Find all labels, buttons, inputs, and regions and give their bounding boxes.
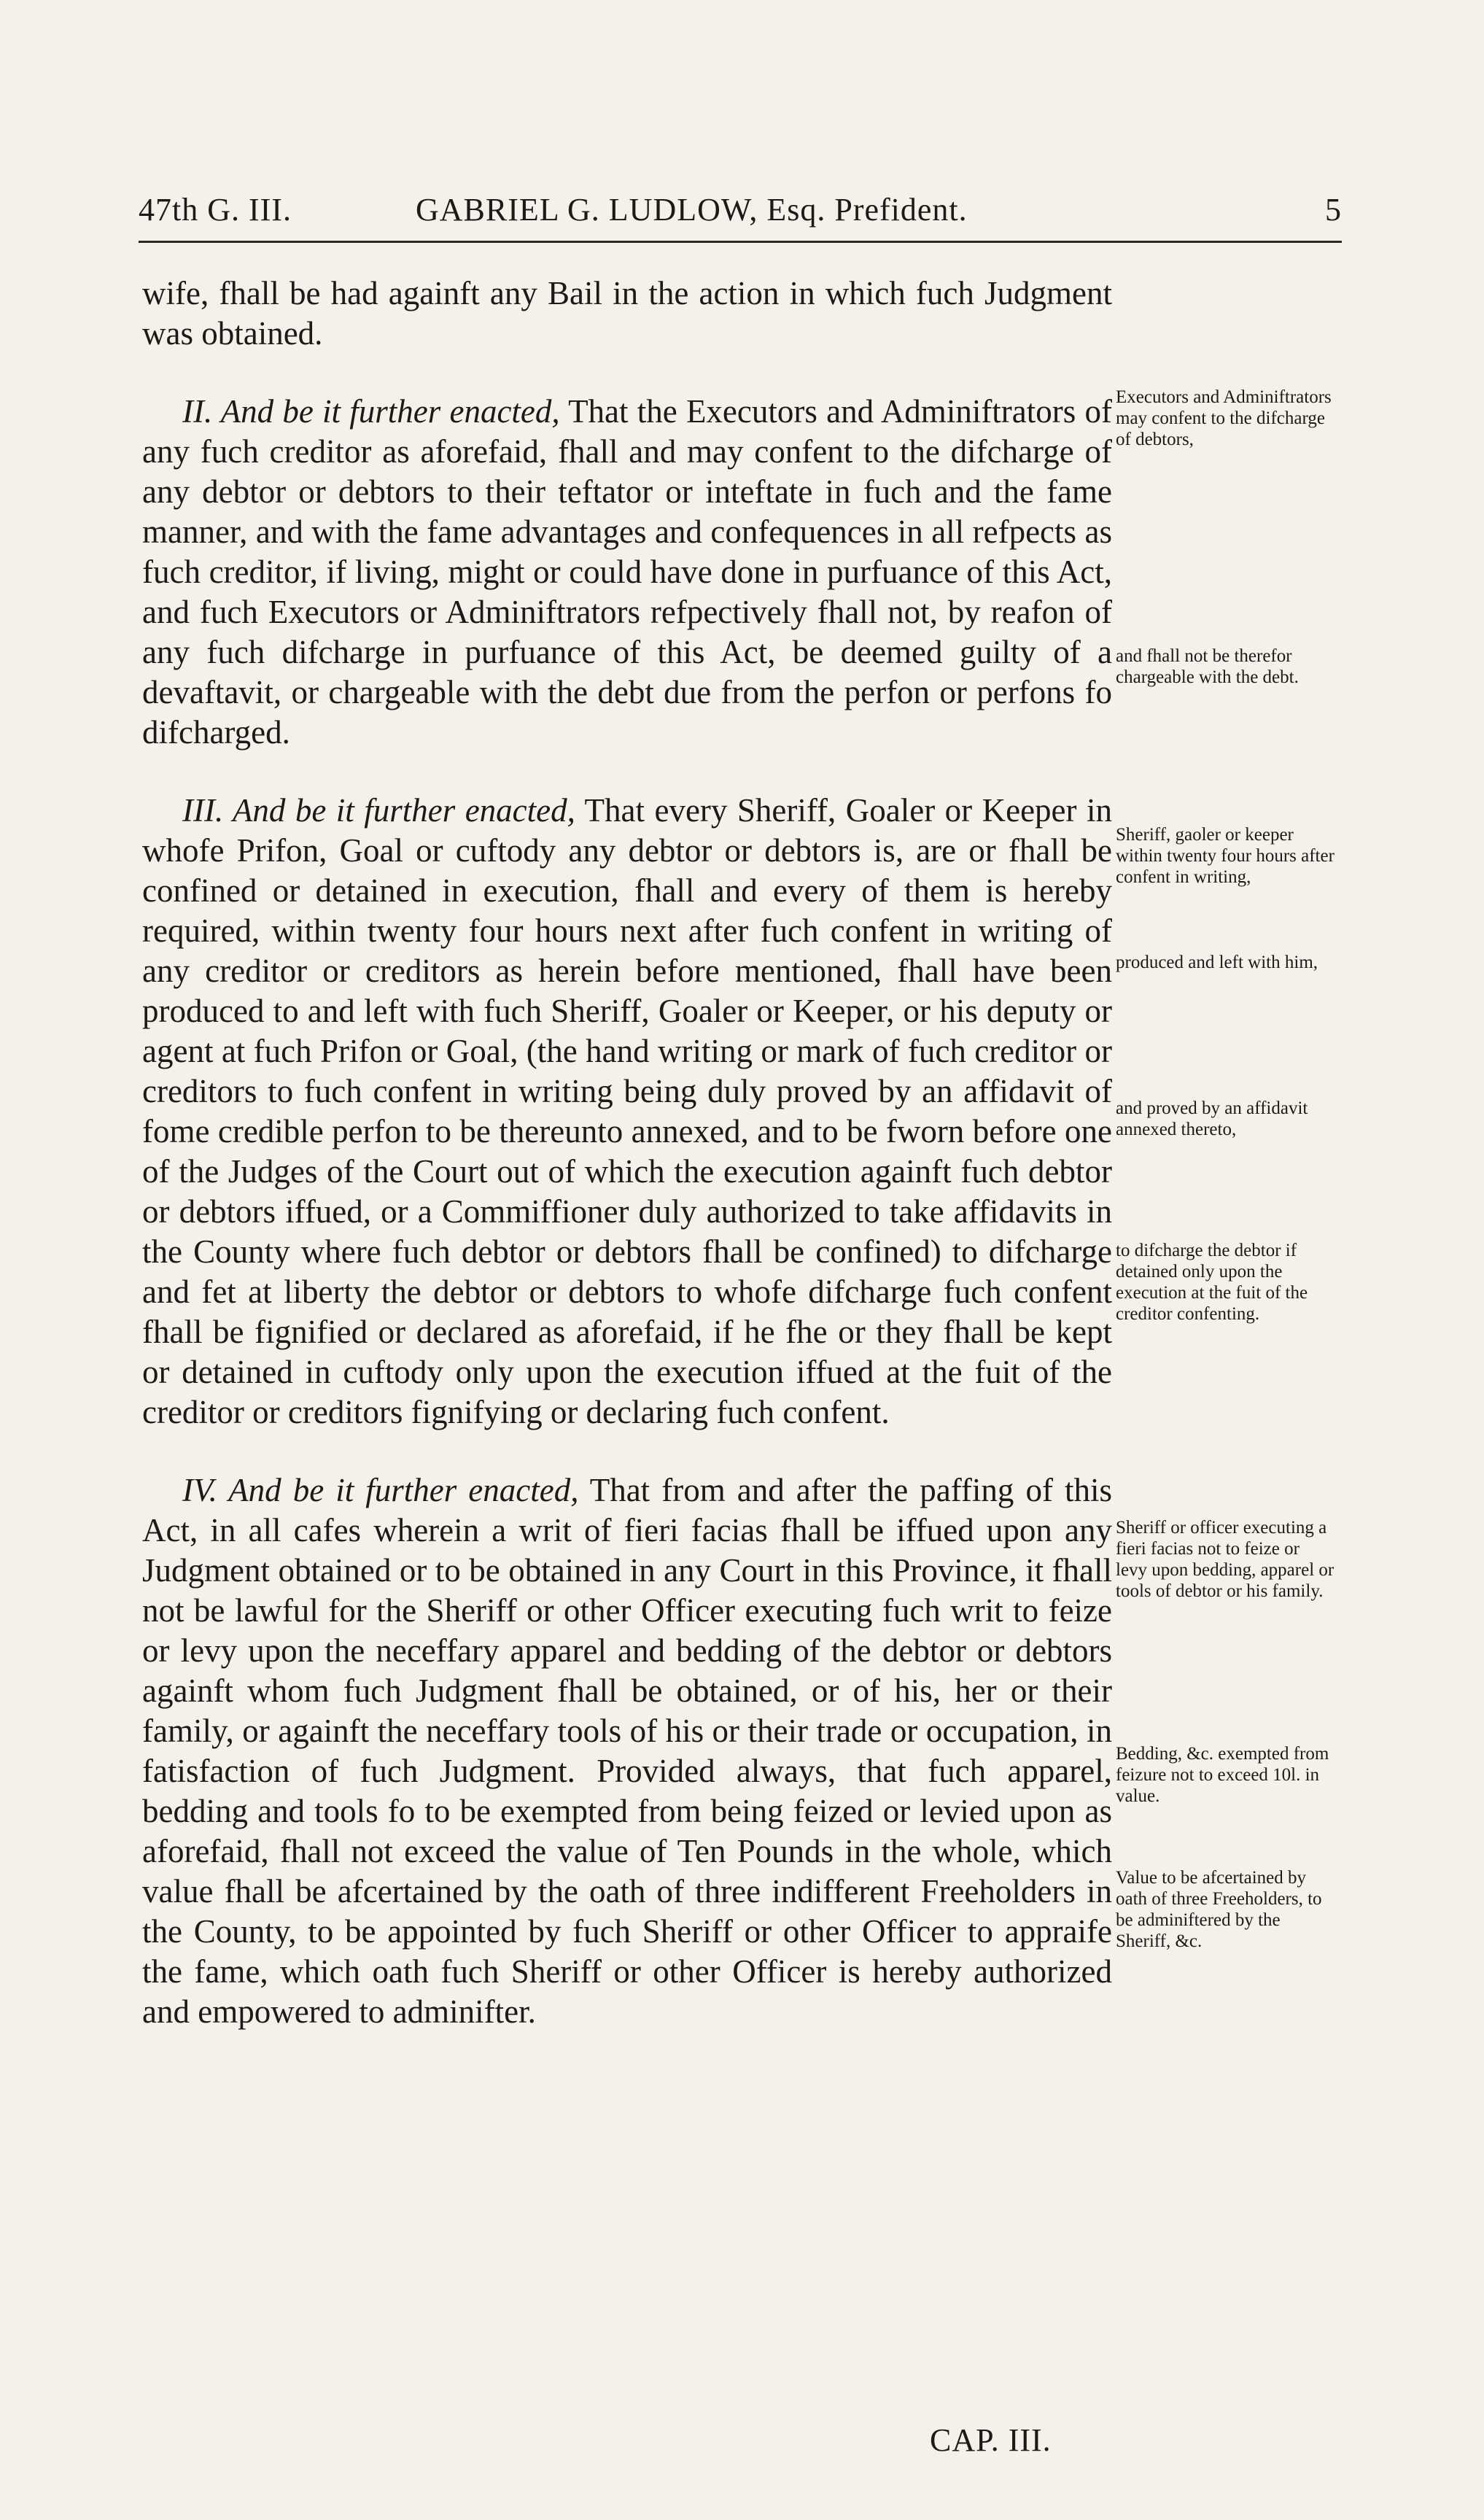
margin-note: and proved by an affidavit annexed thereto, <box>1116 1098 1308 1139</box>
section-iv <box>142 1470 1112 2032</box>
margin-note: Executors and Adminiftrators may confent to the difcharge of debtors, <box>1116 387 1332 449</box>
body-text <box>142 274 1112 2070</box>
margin-note: Sheriff or officer executing a fieri facias not to feize or levy upon bedding, apparel or tools of debtor or his family. <box>1116 1518 1335 1601</box>
paragraph-continuation <box>142 274 1112 354</box>
margin-note: to difcharge the debtor if detained only upon the execution at the fuit of the creditor confenting. <box>1116 1241 1308 1324</box>
margin-note: Bedding, &c. exempted from feizure not to exceed 10l. in value. <box>1116 1744 1329 1806</box>
header-title: GABRIEL G. LUDLOW, Esq. Prefident. <box>416 192 968 228</box>
margin-note: Sheriff, gaoler or keeper within twenty four hours after confent in writing, <box>1116 825 1335 887</box>
section-text: That every Sheriff, Goaler or Keeper in whofe Prifon, Goal or cuftody any debtor or debtors is, are or fhall be confined or detained in execution, fhall and every of them is hereby required, within twenty four hours next after fuch confent in writing of any creditor or creditors as herein before mentioned, fhall have been produced to and left with fuch Sheriff, Goaler or Keeper, or his deputy or agent at fuch Prifon or Goal, (the hand writing or mark of fuch creditor or creditors to fuch confent in writing being duly proved by an affidavit of fome credible perfon to be thereunto annexed, and to be fworn before one of the Judges of the Court out of which the execution againft fuch debtor or debtors iffued, or a Commiffioner duly authorized to take affidavits in the County where fuch debtor or debtors fhall be confined) to difcharge and fet at liberty the debtor or debtors to whofe difcharge fuch confent fhall be fignified or declared as aforefaid, if he fhe or they fhall be kept or detained in cuftody only upon the execution iffued at the fuit of the creditor or creditors fignifying or declaring fuch confent. <box>142 792 1112 1430</box>
header-rule <box>139 241 1342 243</box>
section-text: That from and after the paffing of this Act, in all cafes wherein a writ of fieri facias fhall be iffued upon any Judgment obtained or to be obtained in any Court in this Province, it fhall not be lawful for the Sheriff or other Officer executing fuch writ to feize or levy upon the neceffary apparel and bedding of the debtor or debtors againft whom fuch Judgment fhall be obtained, or of his, her or their family, or againft the neceffary tools of his or their trade or occupation, in fatisfaction of fuch Judgment. Provided always, that fuch apparel, bedding and tools fo to be exempted from being feized or levied upon as aforefaid, fhall not exceed the value of Ten Pounds in the whole, which value fhall be afcertained by the oath of three indifferent Freeholders in the County, to be appointed by fuch Sheriff or other Officer to appraife the fame, which oath fuch Sheriff or other Officer is hereby authorized and empowered to adminifter. <box>142 1472 1112 2030</box>
catchword: CAP. III. <box>930 2422 1052 2458</box>
section-iii <box>142 791 1112 1432</box>
margin-note: produced and left with him, <box>1116 953 1318 972</box>
section-lead: IV. And be it further enacted, <box>182 1472 579 1508</box>
margin-note: Value to be afcertained by oath of three Freeholders, to be adminiftered by the Sheriff, &c. <box>1116 1868 1322 1951</box>
header-regnal-year: 47th G. III. <box>139 192 292 228</box>
section-lead: III. And be it further enacted, <box>182 792 575 829</box>
running-header <box>139 191 1342 235</box>
section-ii <box>142 392 1112 753</box>
section-text: That the Executors and Adminiftrators of any fuch creditor as aforefaid, fhall and may confent to the difcharge of any debtor or debtors to their teftator or inteftate in fuch and the fame manner, and with the fame advantages and confequences in all refpects as fuch creditor, if living, might or could have done in purfuance of this Act, and fuch Executors or Adminiftrators refpectively fhall not, by reafon of any fuch difcharge in purfuance of this Act, be deemed guilty of a devaftavit, or chargeable with the debt due from the perfon or perfons fo difcharged. <box>142 393 1112 751</box>
page-number: 5 <box>1325 192 1342 228</box>
margin-note: and fhall not be therefor chargeable with the debt. <box>1116 646 1299 687</box>
paragraph-text: wife, fhall be had againft any Bail in the action in which fuch Judgment was obtained. <box>142 275 1112 352</box>
section-lead: II. And be it further enacted, <box>182 393 560 430</box>
